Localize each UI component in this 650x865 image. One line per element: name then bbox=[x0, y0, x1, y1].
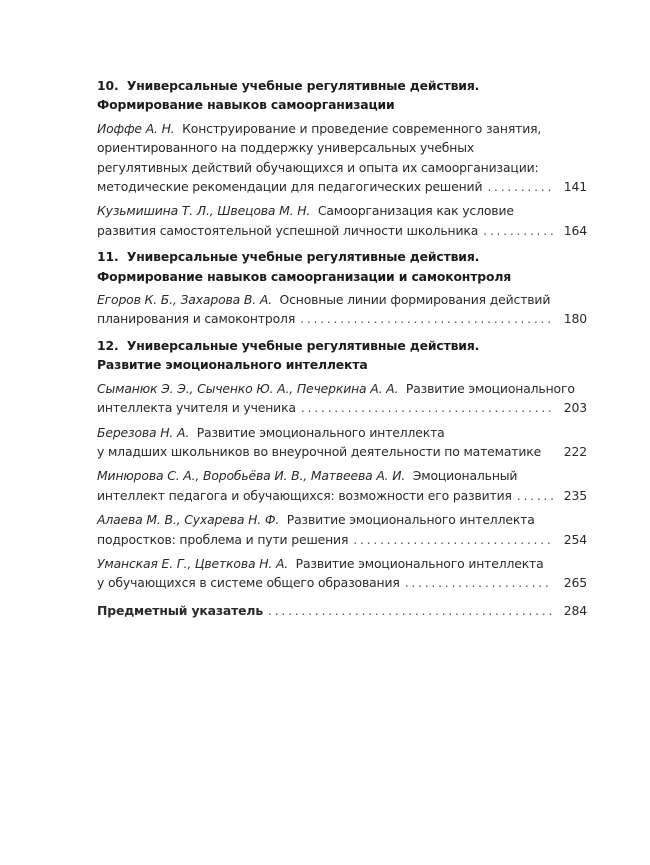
entry-title: Развитие эмоционального bbox=[405, 380, 575, 396]
entry-authors: Минюрова С. А., Воробьёва И. В., Матвеева А. И. bbox=[97, 468, 406, 484]
entry-title: Самоорганизация как условие bbox=[317, 203, 514, 219]
entry-title-cont: у обучающихся в системе общего образования bbox=[97, 575, 400, 591]
entry-title-cont: развития самостоятельной успешной личности школьника bbox=[97, 222, 479, 238]
toc-section-12 bbox=[97, 336, 587, 593]
entry-title-cont: интеллект педагога и обучающихся: возможности его развития bbox=[97, 487, 512, 503]
section-number: 11. bbox=[97, 249, 119, 265]
entry-title: Конструирование и проведение современного занятия, bbox=[182, 120, 542, 136]
page-number: 254 bbox=[563, 531, 587, 547]
page-number: 203 bbox=[563, 400, 587, 416]
section-title-line2: Формирование навыков самоорганизации bbox=[97, 97, 395, 113]
entry-title: Развитие эмоционального интеллекта bbox=[196, 424, 445, 440]
entry-authors: Березова Н. А. bbox=[97, 424, 190, 440]
toc-subject-index[interactable] bbox=[97, 601, 587, 620]
toc-entry[interactable] bbox=[97, 201, 587, 240]
page-number: 141 bbox=[563, 179, 587, 195]
entry-title-cont: интеллекта учителя и ученика bbox=[97, 400, 296, 416]
entry-title-cont: регулятивных действий обучающихся и опыта их самоорганизации: bbox=[97, 159, 539, 175]
dot-leader bbox=[353, 530, 553, 549]
dot-leader bbox=[405, 573, 553, 592]
section-title-line1: Универсальные учебные регулятивные действия. bbox=[126, 78, 480, 93]
dot-leader bbox=[301, 398, 553, 417]
section-title-line2: Развитие эмоционального интеллекта bbox=[97, 357, 368, 373]
entry-title: Эмоциональный bbox=[412, 468, 518, 484]
section-title bbox=[97, 247, 587, 286]
entry-title-cont: планирования и самоконтроля bbox=[97, 311, 296, 327]
toc-section-10 bbox=[97, 76, 587, 240]
page-number: 222 bbox=[563, 443, 587, 459]
dot-leader bbox=[487, 177, 553, 196]
page-number: 284 bbox=[563, 602, 587, 618]
dot-leader bbox=[300, 309, 553, 328]
toc-entry[interactable] bbox=[97, 510, 587, 549]
page-number: 164 bbox=[563, 222, 587, 238]
entry-title-cont: методические рекомендации для педагогических решений bbox=[97, 179, 483, 195]
entry-title: Развитие эмоционального интеллекта bbox=[286, 512, 535, 528]
toc-entry[interactable] bbox=[97, 290, 587, 329]
entry-authors: Иоффе А. Н. bbox=[97, 120, 175, 136]
index-label: Предметный указатель bbox=[97, 602, 264, 618]
page-number: 235 bbox=[563, 487, 587, 503]
page-number: 180 bbox=[563, 311, 587, 327]
toc-entry[interactable] bbox=[97, 554, 587, 593]
dot-leader bbox=[517, 486, 553, 505]
entry-title-cont: подростков: проблема и пути решения bbox=[97, 531, 349, 547]
section-number: 12. bbox=[97, 337, 119, 353]
table-of-contents bbox=[97, 76, 587, 620]
section-number: 10. bbox=[97, 78, 119, 93]
toc-section-11 bbox=[97, 247, 587, 329]
toc-entry[interactable] bbox=[97, 423, 587, 462]
page-number: 265 bbox=[563, 575, 587, 591]
section-title-line1: Универсальные учебные регулятивные действия. bbox=[126, 337, 480, 353]
entry-authors: Егоров К. Б., Захарова В. А. bbox=[97, 292, 272, 308]
toc-entry[interactable] bbox=[97, 466, 587, 505]
entry-title-cont: у младших школьников во внеурочной деятельности по математике bbox=[97, 443, 542, 459]
entry-title: Основные линии формирования действий bbox=[279, 292, 551, 308]
entry-authors: Алаева М. В., Сухарева Н. Ф. bbox=[97, 512, 280, 528]
toc-entry[interactable] bbox=[97, 379, 587, 418]
section-title bbox=[97, 76, 587, 115]
entry-authors: Кузьмишина Т. Л., Швецова М. Н. bbox=[97, 203, 311, 219]
entry-authors: Уманская Е. Г., Цветкова Н. А. bbox=[97, 555, 289, 571]
section-title-line1: Универсальные учебные регулятивные действия. bbox=[126, 249, 480, 265]
entry-authors: Сыманюк Э. Э., Сыченко Ю. А., Печеркина А. А. bbox=[97, 380, 399, 396]
entry-title: Развитие эмоционального интеллекта bbox=[295, 555, 544, 571]
toc-entry[interactable] bbox=[97, 119, 587, 197]
section-title-line2: Формирование навыков самоорганизации и самоконтроля bbox=[97, 268, 512, 284]
dot-leader bbox=[483, 221, 553, 240]
section-title bbox=[97, 336, 587, 375]
dot-leader bbox=[268, 601, 553, 620]
entry-title-cont: ориентированного на поддержку универсальных учебных bbox=[97, 140, 475, 156]
